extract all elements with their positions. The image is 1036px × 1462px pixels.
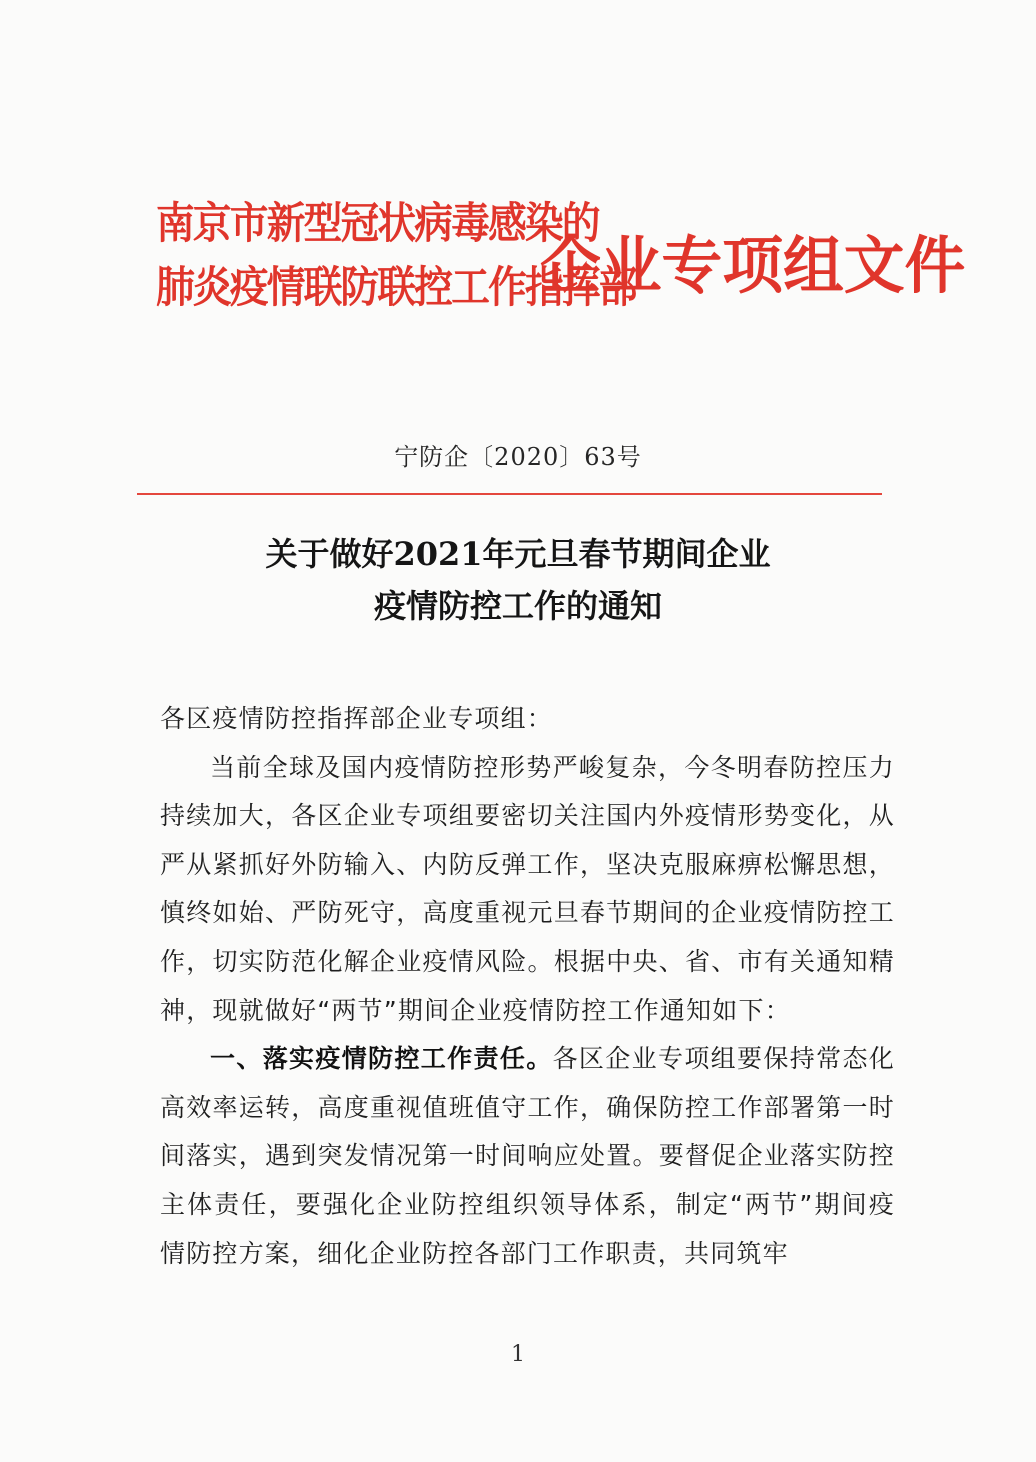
document-body [160, 695, 895, 1278]
red-masthead [150, 180, 966, 355]
section-1-text: 各区企业专项组要保持常态化高效率运转，高度重视值班值守工作，确保防控工作部署第一时间落实，遇到突发情况第一时间响应处置。要督促企业落实防控主体责任，要强化企业防控组织领导体系，制定“两节”期间疫情防控方案，细化企业防控各部门工作职责，共同筑牢 [160, 1044, 895, 1268]
title-line-1: 关于做好2021年元旦春节期间企业 [265, 535, 771, 573]
masthead-document-type: 企业专项组文件 [540, 229, 966, 302]
section-1-heading: 一、落实疫情防控工作责任。 [210, 1044, 553, 1074]
title-line-2: 疫情防控工作的通知 [373, 587, 662, 625]
page-number: 1 [511, 1342, 525, 1367]
masthead-issuer [156, 192, 636, 320]
masthead-issuer-line-2: 肺炎疫情联防联控工作指挥部 [156, 263, 636, 313]
intro-paragraph: 当前全球及国内疫情防控形势严峻复杂，今冬明春防控压力持续加大，各区企业专项组要密切关注国内外疫情形势变化，从严从紧抓好外防输入、内防反弹工作，坚决克服麻痹松懈思想，慎终如始、严防死守，高度重视元旦春节期间的企业疫情防控工作，切实防范化解企业疫情风险。根据中央、省、市有关通知精神，现就做好“两节”期间企业疫情防控工作通知如下： [160, 752, 895, 1025]
salutation: 各区疫情防控指挥部企业专项组： [160, 704, 554, 733]
document-number: 宁防企〔2020〕63号 [394, 443, 642, 471]
section-1-paragraph [160, 1035, 895, 1278]
masthead-issuer-line-1: 南京市新型冠状病毒感染的 [156, 199, 599, 249]
document-title [0, 528, 1036, 632]
red-divider-line [137, 493, 882, 495]
